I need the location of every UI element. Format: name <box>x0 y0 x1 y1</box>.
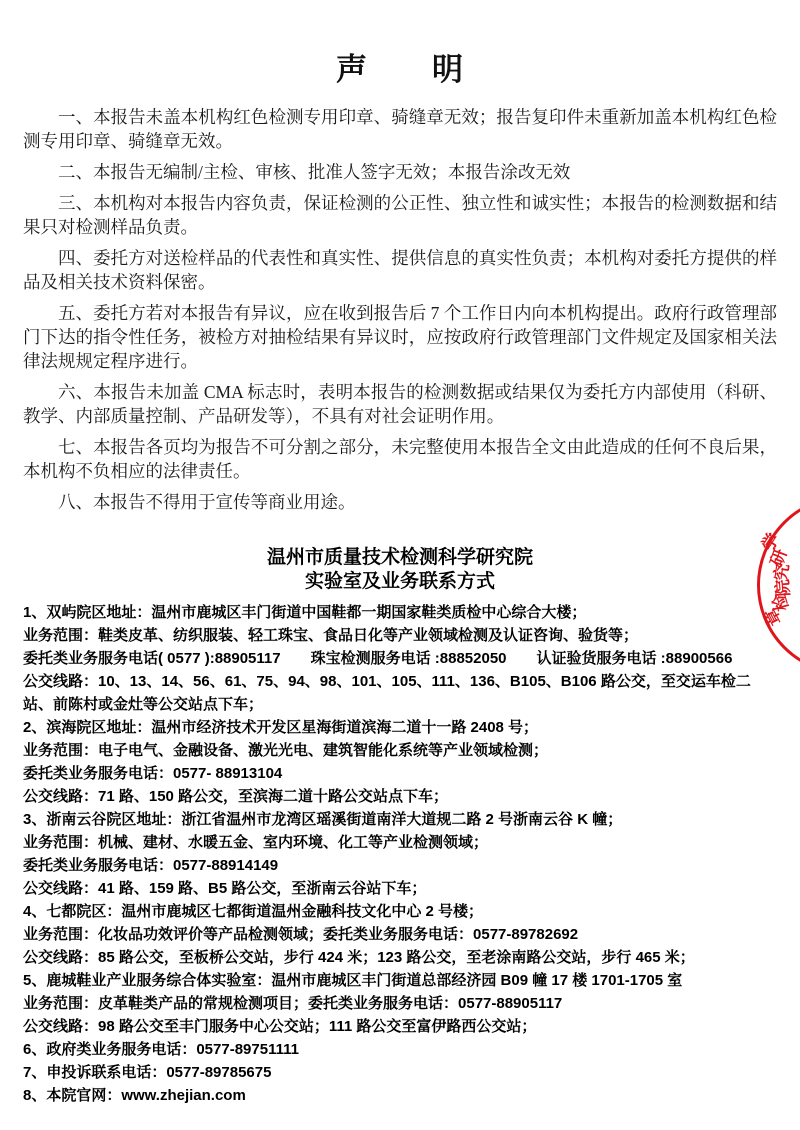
contact-line-lucheng-scope-phone: 业务范围：皮革鞋类产品的常规检测项目；委托类业务服务电话：0577-88905117 <box>23 995 563 1012</box>
contact-line-lucheng-address: 5、鹿城鞋业产业服务综合体实验室：温州市鹿城区丰门街道总部经济园 B09 幢 17 楼 1701-1705 室 <box>23 972 683 989</box>
seal-char: 检 <box>769 591 793 614</box>
contact-line-lucheng-bus: 公交线路：98 路公交至丰门服务中心公交站；111 路公交至富伊路西公交站； <box>23 1018 537 1035</box>
contact-line-qidu-scope-phone: 业务范围：化妆品功效评价等产品检测领域；委托类业务服务电话：0577-89782692 <box>23 926 579 943</box>
contact-section-title: 实验室及业务联系方式 <box>304 571 495 592</box>
contact-line-yungu-phone: 委托类业务服务电话：0577-88914149 <box>23 857 279 874</box>
organization-name: 温州市质量技术检测科学研究院 <box>266 547 533 568</box>
contact-line-complaint-phone: 7、申投诉联系电话：0577-89785675 <box>23 1064 272 1081</box>
declaration-item-1: 一、本报告未盖本机构红色检测专用印章、骑缝章无效；报告复印件未重新加盖本机构红色检测专用印章、骑缝章无效。 <box>23 107 777 151</box>
declaration-item-5: 五、委托方若对本报告有异议，应在收到报告后 7 个工作日内向本机构提出。政府行政管理部门下达的指令性任务，被检方对抽检结果有异议时，应按政府行政管理部门文件规定及国家相关法律法规规定程序进行。 <box>23 303 777 371</box>
contact-line-binhai-phone: 委托类业务服务电话：0577- 88913104 <box>23 765 283 782</box>
contact-line-yungu-scope: 业务范围：机械、建材、水暖五金、室内环境、化工等产业检测领域； <box>23 834 489 851</box>
contact-line-shuangyu-address: 1、双屿院区地址：温州市鹿城区丰门街道中国鞋都一期国家鞋类质检中心综合大楼； <box>23 604 587 621</box>
declaration-item-2: 二、本报告无编制/主检、审核、批准人签字无效；本报告涂改无效 <box>58 162 571 182</box>
declaration-item-4: 四、委托方对送检样品的代表性和真实性、提供信息的真实性负责；本机构对委托方提供的样品及相关技术资料保密。 <box>23 248 777 292</box>
contact-line-yungu-bus: 公交线路：41 路、159 路、B5 路公交，至浙南云谷站下车； <box>23 880 427 897</box>
seal-char: 究 <box>771 562 793 583</box>
contact-line-binhai-address: 2、滨海院区地址：温州市经济技术开发区星海街道滨海二道十一路 2408 号； <box>23 719 539 736</box>
contact-line-shuangyu-scope: 业务范围：鞋类皮革、纺织服装、轻工珠宝、食品日化等产业领域检测及认证咨询、验货等； <box>23 627 639 644</box>
seal-char: 院 <box>772 578 794 598</box>
contact-line-yungu-address: 3、浙南云谷院区地址：浙江省温州市龙湾区瑶溪街道南洋大道规二路 2 号浙南云谷 K 幢； <box>23 811 623 828</box>
seal-char: 章 <box>760 605 786 630</box>
page-title: 声 明 <box>336 52 464 87</box>
contact-section <box>23 601 777 1107</box>
seal-char: 学 <box>758 529 784 555</box>
declaration-item-6: 六、本报告未加盖 CMA 标志时，表明本报告的检测数据或结果仅为委托方内部使用（科研、教学、内部质量控制、产品研发等），不具有对社会证明作用。 <box>23 382 777 426</box>
contact-line-qidu-bus: 公交线路：85 路公交，至板桥公交站，步行 424 米；123 路公交，至老涂南路公交站，步行 465 米； <box>23 949 695 966</box>
contact-line-binhai-scope: 业务范围：电子电气、金融设备、激光光电、建筑智能化系统等产业领域检测； <box>23 742 549 759</box>
contact-line-government-phone: 6、政府类业务服务电话：0577-89751111 <box>23 1041 299 1058</box>
declaration-item-8: 八、本报告不得用于宣传等商业用途。 <box>58 492 356 512</box>
contact-line-binhai-bus: 公交线路：71 路、150 路公交，至滨海二道十路公交站点下车； <box>23 788 449 805</box>
declaration-item-3: 三、本机构对本报告内容负责，保证检测的公正性、独立性和诚实性；本报告的检测数据和结果只对检测样品负责。 <box>23 193 777 237</box>
contact-line-shuangyu-bus: 公交线路：10、13、14、56、61、75、94、98、101、105、111、136、B105、B106 路公交，至交运车检二站、前陈村或金灶等公交站点下车； <box>23 673 751 713</box>
contact-line-qidu-address: 4、七都院区：温州市鹿城区七都街道温州金融科技文化中心 2 号楼； <box>23 903 484 920</box>
contact-line-website: 8、本院官网：www.zhejian.com <box>23 1087 246 1104</box>
declaration-section <box>23 105 777 514</box>
contact-line-shuangyu-phones: 委托类业务服务电话( 0577 ):88905117 珠宝检测服务电话 :88852050 认证验货服务电话 :88900566 <box>23 650 733 667</box>
seal-char: 研 <box>767 546 791 569</box>
declaration-item-7: 七、本报告各页均为报告不可分割之部分，未完整使用本报告全文由此造成的任何不良后果，本机构不负相应的法律责任。 <box>23 437 777 481</box>
